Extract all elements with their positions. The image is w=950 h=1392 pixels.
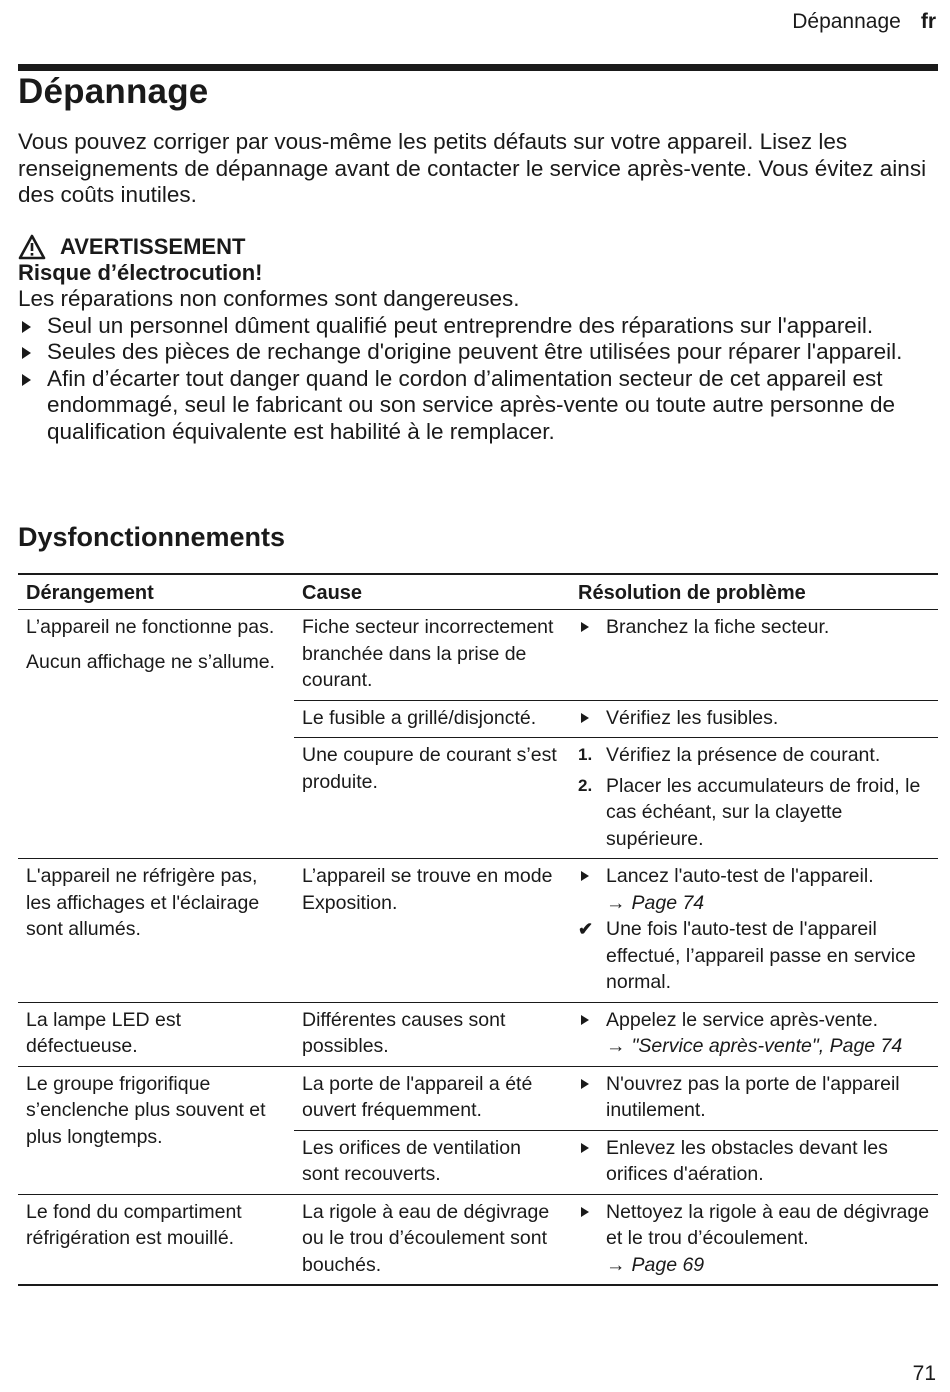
- solution-cell: N'ouvrez pas la porte de l'appareil inutilement.: [570, 1066, 938, 1130]
- column-header-cause: Cause: [294, 574, 570, 610]
- solution-cell: 1. Vérifiez la présence de courant. 2. Placer les accumulateurs de froid, le cas échéant, sur la clayette supérieure.: [570, 738, 938, 859]
- bullet-triangle-icon: [22, 321, 31, 333]
- warning-item: Afin d’écarter tout danger quand le cordon d’alimentation secteur de cet appareil est endommagé, seul le fabricant ou son service après-vente ou toute autre personne de qualification équivalente est habilité à le remplacer.: [18, 366, 936, 446]
- table-row: [18, 1002, 938, 1066]
- page-reference-link[interactable]: → Page 69: [606, 1253, 705, 1276]
- bullet-triangle-icon: [581, 622, 589, 632]
- bullet-triangle-icon: [581, 871, 589, 881]
- section-title: Dysfonctionnements: [18, 522, 286, 552]
- bullet-triangle-icon: [581, 1079, 589, 1089]
- cause-cell: Fiche secteur incorrectement branchée dans la prise de courant.: [294, 610, 570, 701]
- column-header-fault: Dérangement: [18, 574, 294, 610]
- cause-cell: La rigole à eau de dégivrage ou le trou d’écoulement sont bouchés.: [294, 1194, 570, 1285]
- bullet-triangle-icon: [581, 1015, 589, 1025]
- running-header: [792, 10, 936, 34]
- column-header-solution: Résolution de problème: [570, 574, 938, 610]
- bullet-triangle-icon: [581, 1143, 589, 1153]
- table-row: [18, 610, 938, 701]
- header-language: fr: [920, 10, 936, 33]
- checkmark-icon: ✔: [578, 919, 594, 939]
- fault-cell: L’appareil ne fonctionne pas. Aucun affichage ne s’allume.: [18, 610, 294, 859]
- cause-cell: Les orifices de ventilation sont recouverts.: [294, 1130, 570, 1194]
- solution-cell: Vérifiez les fusibles.: [570, 700, 938, 738]
- warning-item: Seules des pièces de rechange d'origine peuvent être utilisées pour réparer l'appareil.: [18, 339, 936, 366]
- warning-subtitle: Risque d’électrocution!: [18, 260, 263, 285]
- fault-cell: La lampe LED est défectueuse.: [18, 1002, 294, 1066]
- arrow-right-icon: →: [606, 1253, 626, 1276]
- bullet-triangle-icon: [22, 374, 31, 386]
- cause-cell: L’appareil se trouve en mode Exposition.: [294, 859, 570, 1003]
- fault-cell: L'appareil ne réfrigère pas, les affichages et l'éclairage sont allumés.: [18, 859, 294, 1003]
- fault-cell: Le groupe frigorifique s’enclenche plus souvent et plus longtemps.: [18, 1066, 294, 1194]
- warning-text: Les réparations non conformes sont dangereuses.: [18, 286, 520, 311]
- solution-cell: Lancez l'auto-test de l'appareil. → Page 74 ✔ Une fois l'auto-test de l'appareil effectué, l’appareil passe en service normal.: [570, 859, 938, 1003]
- bullet-triangle-icon: [581, 713, 589, 723]
- cause-cell: Une coupure de courant s’est produite.: [294, 738, 570, 859]
- warning-list: [18, 313, 936, 446]
- warning-title: AVERTISSEMENT: [60, 234, 246, 259]
- solution-cell: Appelez le service après-vente. → "Service après-vente", Page 74: [570, 1002, 938, 1066]
- arrow-right-icon: →: [606, 1035, 626, 1057]
- header-rule: [18, 64, 938, 71]
- cause-cell: La porte de l'appareil a été ouvert fréquemment.: [294, 1066, 570, 1130]
- page-title: Dépannage: [18, 72, 209, 111]
- page-reference-link[interactable]: → "Service après-vente", Page 74: [606, 1035, 903, 1057]
- page-number: 71: [912, 1362, 936, 1385]
- warning-triangle-icon: [18, 234, 46, 260]
- warning-box: [18, 230, 936, 445]
- header-section: Dépannage: [792, 10, 901, 33]
- table-row: [18, 1066, 938, 1130]
- arrow-right-icon: →: [606, 891, 626, 914]
- fault-cell: Le fond du compartiment réfrigération est mouillé.: [18, 1194, 294, 1285]
- intro-paragraph: Vous pouvez corriger par vous-même les petits défauts sur votre appareil. Lisez les renseignements de dépannage avant de contacter le service après-vente. Vous évitez ainsi des coûts inutiles.: [18, 129, 927, 207]
- bullet-triangle-icon: [581, 1207, 589, 1217]
- table-row: [18, 1194, 938, 1285]
- warning-heading: [18, 230, 936, 264]
- bullet-triangle-icon: [22, 347, 31, 359]
- cause-cell: Différentes causes sont possibles.: [294, 1002, 570, 1066]
- troubleshooting-table: [18, 573, 938, 1286]
- warning-item: Seul un personnel dûment qualifié peut entreprendre des réparations sur l'appareil.: [18, 313, 936, 340]
- table-row: [18, 859, 938, 1003]
- solution-cell: Enlevez les obstacles devant les orifices d'aération.: [570, 1130, 938, 1194]
- solution-cell: Branchez la fiche secteur.: [570, 610, 938, 701]
- page-reference-link[interactable]: → Page 74: [606, 891, 705, 914]
- solution-cell: Nettoyez la rigole à eau de dégivrage et le trou d’écoulement. → Page 69: [570, 1194, 938, 1285]
- cause-cell: Le fusible a grillé/disjoncté.: [294, 700, 570, 738]
- table-header-row: [18, 574, 938, 610]
